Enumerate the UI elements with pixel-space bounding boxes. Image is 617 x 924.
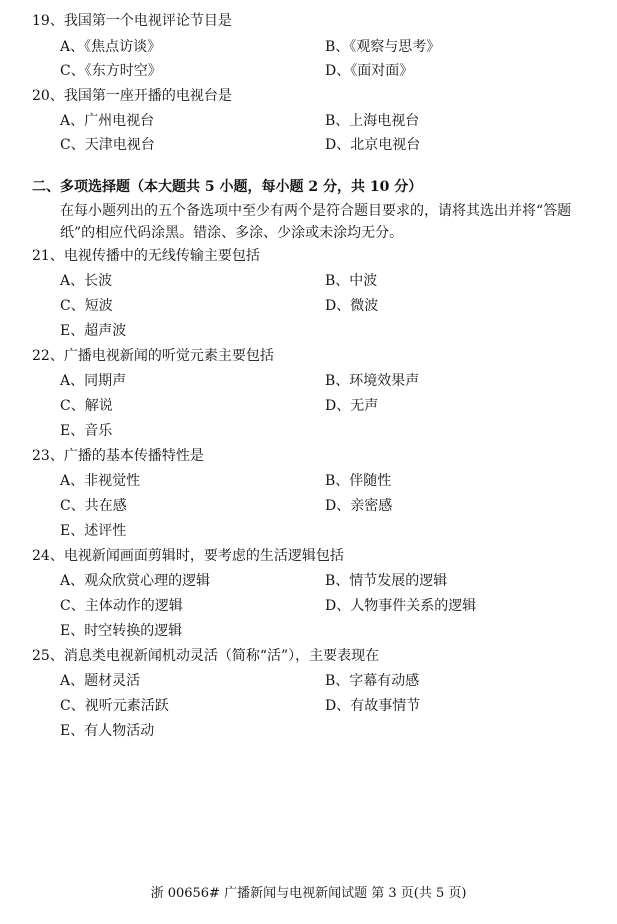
question-21-option-a: A、长波 xyxy=(60,273,113,289)
section-2-instruction-line-1: 在每小题列出的五个备选项中至少有两个是符合题目要求的，请将其选出并将“答题 xyxy=(60,203,572,219)
question-22-option-c: C、解说 xyxy=(60,398,113,414)
question-24-option-d: D、人物事件关系的逻辑 xyxy=(325,598,477,614)
question-22-option-a: A、同期声 xyxy=(60,373,127,389)
question-23-option-b: B、伴随性 xyxy=(325,473,392,489)
question-20-stem: 20、我国第一座开播的电视台是 xyxy=(32,88,232,104)
question-21-option-d: D、微波 xyxy=(325,298,379,314)
question-21-option-c: C、短波 xyxy=(60,298,113,314)
question-24-option-e: E、时空转换的逻辑 xyxy=(60,623,183,639)
question-20-option-d: D、北京电视台 xyxy=(325,137,421,153)
question-22-stem: 22、广播电视新闻的听觉元素主要包括 xyxy=(32,348,274,364)
question-23-option-d: D、亲密感 xyxy=(325,498,393,514)
question-21-option-e: E、超声波 xyxy=(60,323,127,339)
question-23-option-a: A、非视觉性 xyxy=(60,473,141,489)
question-19-option-a: A、《焦点访谈》 xyxy=(60,39,162,55)
section-2-title: 二、多项选择题（本大题共 5 小题，每小题 2 分，共 10 分） xyxy=(32,179,423,195)
question-22-option-d: D、无声 xyxy=(325,398,379,414)
question-22-option-e: E、音乐 xyxy=(60,423,113,439)
question-24-option-b: B、情节发展的逻辑 xyxy=(325,573,448,589)
question-23-option-c: C、共在感 xyxy=(60,498,127,514)
question-25-option-c: C、视听元素活跃 xyxy=(60,698,169,714)
question-23-stem: 23、广播的基本传播特性是 xyxy=(32,448,204,464)
question-19-stem: 19、我国第一个电视评论节目是 xyxy=(32,13,232,29)
question-19-option-c: C、《东方时空》 xyxy=(60,63,162,79)
question-25-option-b: B、字幕有动感 xyxy=(325,673,420,689)
question-24-stem: 24、电视新闻画面剪辑时，要考虑的生活逻辑包括 xyxy=(32,548,344,564)
question-19-option-d: D、《面对面》 xyxy=(325,63,414,79)
question-24-option-c: C、主体动作的逻辑 xyxy=(60,598,183,614)
question-22-option-b: B、环境效果声 xyxy=(325,373,420,389)
question-21-stem: 21、电视传播中的无线传输主要包括 xyxy=(32,248,260,264)
question-25-option-a: A、题材灵活 xyxy=(60,673,141,689)
section-2-instruction-line-2: 纸”的相应代码涂黑。错涂、多涂、少涂或未涂均无分。 xyxy=(60,225,404,241)
question-21-option-b: B、中波 xyxy=(325,273,378,289)
page-footer: 浙 00656# 广播新闻与电视新闻试题 第 3 页(共 5 页) xyxy=(150,886,467,901)
question-23-option-e: E、述评性 xyxy=(60,523,127,539)
question-20-option-b: B、上海电视台 xyxy=(325,113,420,129)
question-20-option-c: C、天津电视台 xyxy=(60,137,155,153)
question-25-option-d: D、有故事情节 xyxy=(325,698,421,714)
question-25-stem: 25、消息类电视新闻机动灵活（简称“活”），主要表现在 xyxy=(32,648,380,664)
question-20-option-a: A、广州电视台 xyxy=(60,113,155,129)
question-19-option-b: B、《观察与思考》 xyxy=(325,39,441,55)
question-25-option-e: E、有人物活动 xyxy=(60,723,155,739)
question-24-option-a: A、观众欣赏心理的逻辑 xyxy=(60,573,211,589)
